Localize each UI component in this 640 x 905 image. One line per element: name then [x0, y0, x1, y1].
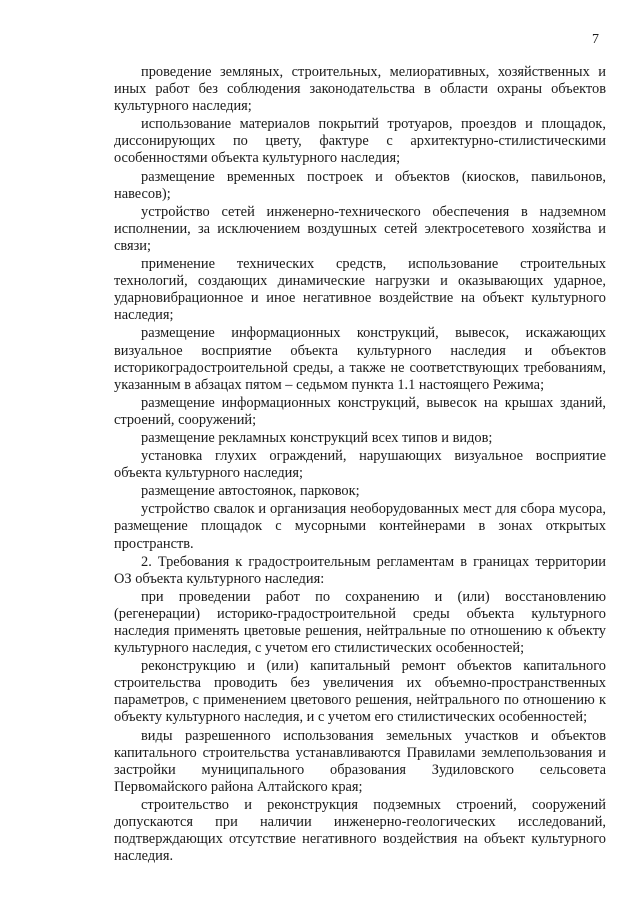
paragraph-advertising: размещение рекламных конструкций всех типов и видов;	[141, 429, 493, 446]
document-body	[114, 64, 606, 866]
paragraph-reconstruction: реконструкцию и (или) капитальный ремонт объектов капитального строительства проводить без увеличения их объемно-пространственных параметров, с применением цветового решения, нейтрального по отношению к объекту культурного наследия, и с учетом его стилистических особенностей;	[114, 658, 606, 726]
paragraph-fences: установка глухих ограждений, нарушающих визуальное восприятие объекта культурного наследия;	[114, 448, 606, 482]
paragraph-parking: размещение автостоянок, парковок;	[141, 483, 360, 500]
paragraph-roof-signs: размещение информационных конструкций, вывесок на крышах зданий, строений, сооружений;	[114, 394, 606, 428]
paragraph-color-solutions: при проведении работ по сохранению и (или) восстановлению (регенерации) историко-градостроительной среды объекта культурного наследия применять цветовые решения, нейтральные по отношению к объекту культурного наследия, с учетом его стилистических особенностей;	[114, 588, 606, 657]
paragraph-utility-networks: устройство сетей инженерно-технического обеспечения в надземном исполнении, за исключением воздушных сетей электросетевого хозяйства и связи;	[114, 203, 606, 254]
paragraph-technical-means: применение технических средств, использование строительных технологий, создающих динамические нагрузки и оказывающих ударное, ударновибрационное и иное негативное воздействие на объект культурного наследия;	[114, 256, 606, 324]
page-number: 7	[592, 32, 599, 47]
paragraph-underground: строительство и реконструкция подземных строений, сооружений допускаются при наличии инженерно-геологических исследований, подтверждающих отсутствие негативного воздействия на объект культурного наследия.	[114, 796, 606, 865]
paragraph-info-structures: размещение информационных конструкций, вывесок, искажающих визуальное восприятие объекта культурного наследия и объектов историкоградостроительной среды, а также не соответствующих требованиям, указанным в абзацах пятом – седьмом пункта 1.1 настоящего Режима;	[114, 325, 606, 393]
paragraph-temporary-structures: размещение временных построек и объектов (киосков, павильонов, навесов);	[114, 168, 606, 202]
paragraph-land-use: виды разрешенного использования земельных участков и объектов капитального строительства устанавливаются Правилами землепользования и застройки муниципального образования Зудиловского сельсовета Первомайского района Алтайского края;	[114, 727, 606, 795]
paragraph-section-2-heading: 2. Требования к градостроительным регламентам в границах территории ОЗ объекта культурного наследия:	[114, 553, 606, 587]
paragraph-earthworks: проведение земляных, строительных, мелиоративных, хозяйственных и иных работ без соблюдения законодательства в области охраны объектов культурного наследия;	[114, 64, 606, 115]
paragraph-paving-materials: использование материалов покрытий тротуаров, проездов и площадок, диссонирующих по цвету, фактуре с архитектурно-стилистическими особенностями объекта культурного наследия;	[114, 116, 606, 167]
paragraph-dumps: устройство свалок и организация необорудованных мест для сбора мусора, размещение площадок с мусорными контейнерами в зонах открытых пространств.	[114, 501, 606, 552]
